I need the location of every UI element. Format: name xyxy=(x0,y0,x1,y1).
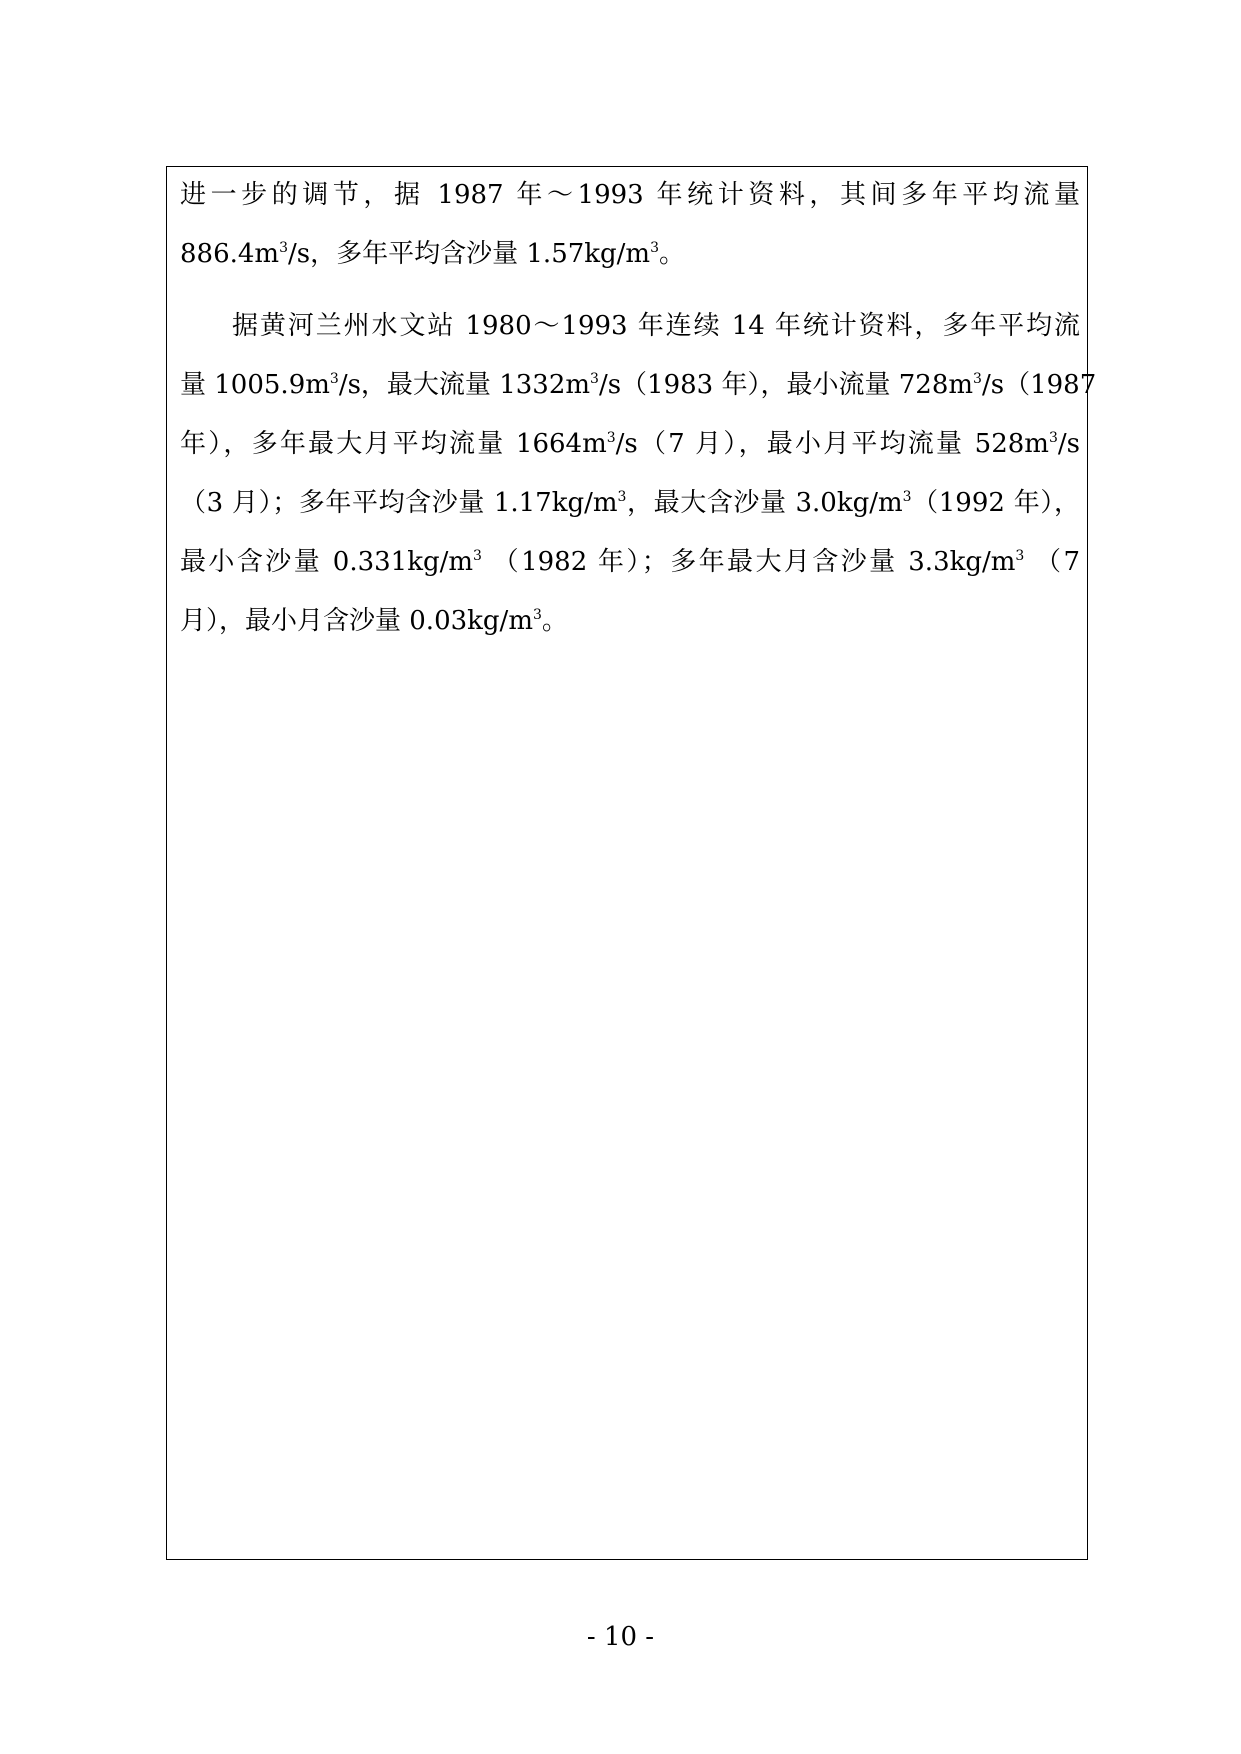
paragraph-line: 量 $1005.9m^3/s$，最大流量 $1332m^3/s(1983$ 年），最小流量 $728m^3/s(1987$ xyxy=(180,370,1097,400)
paragraph-line: 进一步的调节，据 1987 年～1993 年统计资料，其间多年平均流量 xyxy=(180,180,1080,210)
paragraph-2 xyxy=(180,297,1097,651)
paragraph-line: $886.4m^3/s$，多年平均含沙量 $1.57kg/m^3$。 xyxy=(180,239,686,269)
paragraph-line: 年），多年最大月平均流量 $1664m^3/s(7$ 月），最小月平均流量 $528m^3/s$ xyxy=(180,429,1080,459)
paragraph-line: 月），最小月含沙量 $0.03kg/m^3$。 xyxy=(180,606,568,636)
paragraph-line: 最小含沙量 $0.331kg/m^3$ （1982 年）；多年最大月含沙量 $3.3kg/m^3$ （7 xyxy=(180,547,1080,577)
paragraph-1 xyxy=(180,166,1080,284)
page-number: - 10 - xyxy=(586,1622,655,1652)
paragraph-line: 据黄河兰州水文站 1980～1993 年连续 14 年统计资料，多年平均流 xyxy=(232,311,1080,341)
paragraph-line: （3 月）；多年平均含沙量 $1.17kg/m^3$，最大含沙量 $3.0kg/m^3(1992$ 年）， xyxy=(180,488,1080,518)
